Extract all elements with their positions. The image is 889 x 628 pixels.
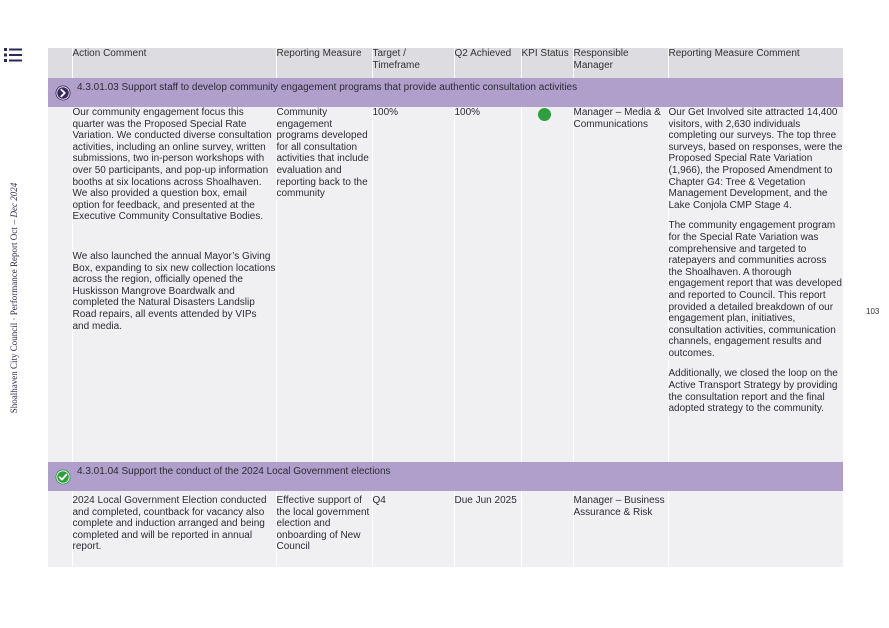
table-header-row: [48, 48, 843, 78]
header-kpi-status: KPI Status: [521, 48, 573, 78]
page-number: 103: [866, 307, 880, 316]
action-comment-paragraph: Our community engagement focus this quarter was the Proposed Special Rate Variation. We conducted diverse consultation activities, including an online survey, written submissions, two in-person workshops with over 50 participants, and pop-up information booths at six locations across Shoalhaven. We also provided a question box, email option for feedback, and presented at the Executive Community Consultative Bodies.: [72, 107, 272, 223]
report-side-title: [9, 183, 19, 413]
kpi-status-cell: [521, 107, 573, 462]
section-row: [48, 462, 843, 491]
check-circle-icon[interactable]: [55, 469, 71, 485]
q2-achieved-cell: 100%: [454, 107, 521, 462]
q2-achieved-cell: Due Jun 2025: [454, 491, 521, 567]
action-comment-cell: [72, 107, 276, 462]
measure-comment-cell: [668, 491, 843, 567]
menu-icon[interactable]: [4, 46, 22, 64]
side-period: – Dec 2024: [9, 182, 19, 225]
section-title: 4.3.01.03 Support staff to develop community engagement programs that provide authentic consultation activities: [77, 82, 578, 93]
table-row: [48, 491, 843, 567]
header-reporting-measure: Reporting Measure: [276, 48, 372, 78]
header-measure-comment: Reporting Measure Comment: [668, 48, 843, 78]
section-title: 4.3.01.04 Support the conduct of the 2024 Local Government elections: [77, 466, 391, 477]
kpi-status-green-icon: [538, 108, 551, 121]
action-comment-paragraph: We also launched the annual Mayor’s Giving Box, expanding to six new collection locations across the region, officially opened the Huskisson Mangrove Boardwalk and completed the Natural Disasters Landslip Road repairs, all events attended by VIPs and media.: [72, 250, 276, 332]
responsible-manager-cell: Manager – Business Assurance & Risk: [573, 491, 668, 567]
header-target: Target / Timeframe: [372, 48, 454, 78]
measure-comment-paragraph: Additionally, we closed the loop on the Active Transport Strategy by providing the consultation report and the final adopted strategy to the community.: [668, 368, 838, 415]
side-org: Shoalhaven City Council · Performance Report Oct: [9, 227, 19, 414]
header-q2-achieved: Q2 Achieved: [454, 48, 521, 78]
header-gutter: [48, 48, 72, 78]
header-action-comment: Action Comment: [72, 48, 276, 78]
chevron-right-icon[interactable]: [55, 85, 71, 101]
row-gutter: [48, 107, 72, 462]
reporting-measure-cell: Effective support of the local government election and onboarding of New Council: [276, 491, 372, 567]
target-cell: 100%: [372, 107, 454, 462]
performance-table: [48, 48, 843, 567]
measure-comment-paragraph: The community engagement program for the Special Rate Variation was comprehensive and targeted to ratepayers and communities across the Shoalhaven. A thorough engagement report that was developed and reported to Council. This report provided a detailed breakdown of our engagement plan, initiatives, consultation activities, communication channels, engagement results and outcomes.: [668, 220, 842, 359]
action-comment-cell: [72, 491, 276, 567]
section-row: [48, 78, 843, 107]
action-comment-paragraph: 2024 Local Government Election conducted and completed, countback for vacancy also complete and induction arranged and being completed and will be reported in annual report.: [72, 495, 267, 553]
kpi-status-cell: [521, 491, 573, 567]
measure-comment-cell: [668, 107, 843, 462]
header-responsible-manager: Responsible Manager: [573, 48, 668, 78]
target-cell: Q4: [372, 491, 454, 567]
measure-comment-paragraph: Our Get Involved site attracted 14,400 visitors, with 2,630 individuals completing our surveys. The top three surveys, based on responses, were the Proposed Special Rate Variation (1,966), the Proposed Amendment to Chapter G4: Tree & Vegetation Management Development, and the Lake Conjola CMP Stage 4.: [668, 107, 843, 211]
row-gutter: [48, 491, 72, 567]
responsible-manager-cell: Manager – Media & Communications: [573, 107, 668, 462]
reporting-measure-cell: Community engagement programs developed for all consultation activities that include evaluation and reporting back to the community: [276, 107, 372, 462]
table-row: [48, 107, 843, 462]
